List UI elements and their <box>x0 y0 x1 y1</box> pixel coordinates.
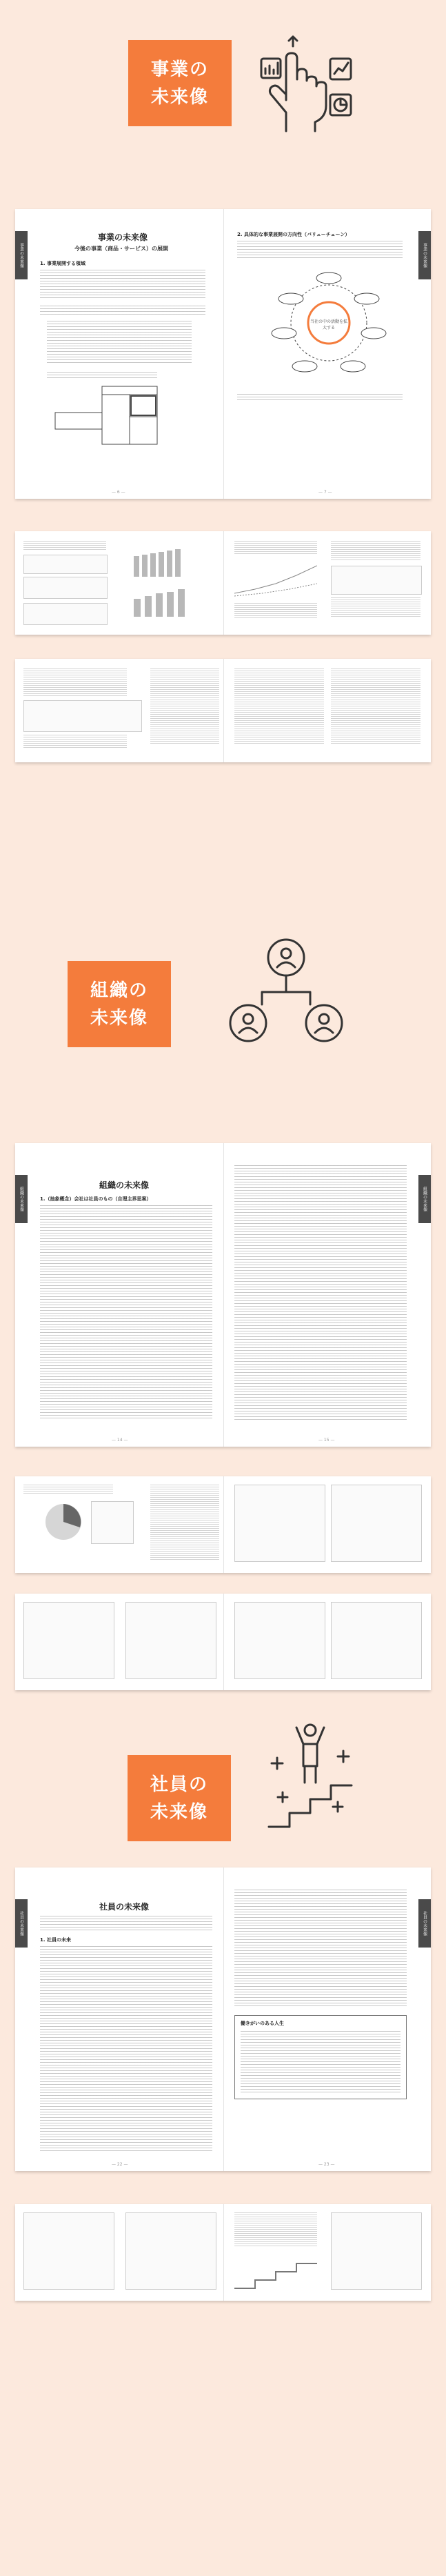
spread-business-3 <box>15 659 431 762</box>
body-text <box>331 541 420 562</box>
page-number: — 14 — <box>112 1438 128 1443</box>
gutter <box>223 209 224 499</box>
section-title-employee <box>128 1755 231 1841</box>
table <box>23 2212 114 2290</box>
side-tab-right: 組織の未来像 <box>418 1175 431 1223</box>
person-stairs-icon <box>262 1723 358 1834</box>
business-domain-table <box>54 385 178 447</box>
figure <box>23 555 108 574</box>
table <box>234 1602 325 1679</box>
gutter <box>223 1594 224 1690</box>
page-title: 組織の未来像 <box>99 1180 150 1190</box>
table <box>125 2212 216 2290</box>
side-tab-right: 事業の未来像 <box>418 231 431 279</box>
page-number: — 22 — <box>112 2162 128 2167</box>
highlight-box <box>234 2015 407 2099</box>
gutter <box>223 1476 224 1573</box>
table <box>234 1485 325 1562</box>
body-text <box>331 597 420 618</box>
section-organization <box>0 814 446 1697</box>
body-text <box>234 1165 407 1420</box>
table <box>125 1602 216 1679</box>
figure <box>331 2212 422 2290</box>
bar-chart-thumbnail <box>120 541 210 624</box>
section-title-organization <box>68 961 171 1047</box>
list-text <box>47 321 192 365</box>
spread-organization-1 <box>15 1143 431 1447</box>
section-title-business <box>128 40 232 126</box>
flow-diagram <box>331 566 422 595</box>
body-text <box>150 668 219 744</box>
body-text <box>23 668 127 696</box>
section-heading: 1. 事業展開する領域 <box>40 261 85 266</box>
diagram-center-label: 当社の中の活動を拡大する <box>310 319 347 330</box>
spread-organization-2 <box>15 1476 431 1573</box>
title-line-2: 未来像 <box>90 1007 148 1029</box>
title-line-1: 事業の <box>150 59 209 80</box>
spread-organization-3 <box>15 1594 431 1690</box>
body-text <box>40 306 205 317</box>
title-line-1: 組織の <box>90 980 148 1001</box>
body-text <box>234 603 317 620</box>
section-heading: 1. 社員の未来 <box>40 1937 71 1943</box>
body-text <box>150 1485 219 1561</box>
box-text <box>241 2031 401 2093</box>
page-number: — 23 — <box>318 2162 335 2167</box>
body-text <box>234 1890 407 2007</box>
body-text <box>23 1485 113 1494</box>
body-text <box>234 541 317 555</box>
staircase-figure <box>234 2252 324 2291</box>
page-number: — 6 — <box>112 490 125 495</box>
body-text <box>234 668 324 744</box>
title-line-1: 社員の <box>150 1774 208 1795</box>
line-chart-thumbnail <box>234 559 317 600</box>
table <box>331 1602 422 1679</box>
body-text <box>331 668 420 744</box>
page-subtitle: 今後の事業（商品・サービス）の展開 <box>74 246 168 252</box>
figure <box>23 603 108 625</box>
body-text <box>40 270 205 300</box>
side-tab: 事業の未来像 <box>15 231 28 279</box>
gutter <box>223 1867 224 2171</box>
page-title: 事業の未来像 <box>98 232 148 242</box>
box-title: 働きがいのある人生 <box>241 2021 284 2026</box>
gutter <box>223 531 224 635</box>
body-text <box>237 394 403 402</box>
table <box>331 1485 422 1562</box>
body-text <box>23 541 106 551</box>
section-business <box>0 0 446 814</box>
page-number: — 7 — <box>318 490 332 495</box>
spread-business-1 <box>15 209 431 499</box>
body-text <box>40 1205 212 1419</box>
page-number: — 15 — <box>318 1438 335 1443</box>
data-table <box>23 700 142 732</box>
body-text <box>40 1946 212 2153</box>
body-text <box>234 2212 317 2247</box>
gutter <box>223 1143 224 1447</box>
title-line-2: 未来像 <box>150 1801 208 1823</box>
body-text <box>237 241 403 260</box>
section-heading: 1.（抽象概念）会社は社員のもの（自理主界思案） <box>40 1196 152 1202</box>
spread-business-2 <box>15 531 431 635</box>
section-heading-right: 2. 具体的な事業展開の方向性（バリューチェーン） <box>237 232 350 237</box>
gutter <box>223 659 224 762</box>
hand-touch-charts-icon <box>259 31 355 135</box>
spread-employee-1 <box>15 1867 431 2171</box>
spread-employee-2 <box>15 2204 431 2301</box>
title-line-2: 未来像 <box>150 86 209 108</box>
gutter <box>223 2204 224 2301</box>
section-employee <box>0 1697 446 2576</box>
people-network-icon <box>227 937 345 1047</box>
side-tab: 組織の未来像 <box>15 1175 28 1223</box>
figure <box>91 1501 134 1544</box>
side-tab-right: 社員の未来像 <box>418 1899 431 1948</box>
body-text <box>23 735 127 749</box>
pie-chart-thumbnail <box>43 1501 84 1543</box>
body-text <box>40 1916 212 1932</box>
table <box>23 1602 114 1679</box>
side-tab: 社員の未来像 <box>15 1899 28 1948</box>
page-title: 社員の未来像 <box>99 1902 150 1912</box>
figure <box>23 577 108 599</box>
list-text <box>47 372 157 379</box>
